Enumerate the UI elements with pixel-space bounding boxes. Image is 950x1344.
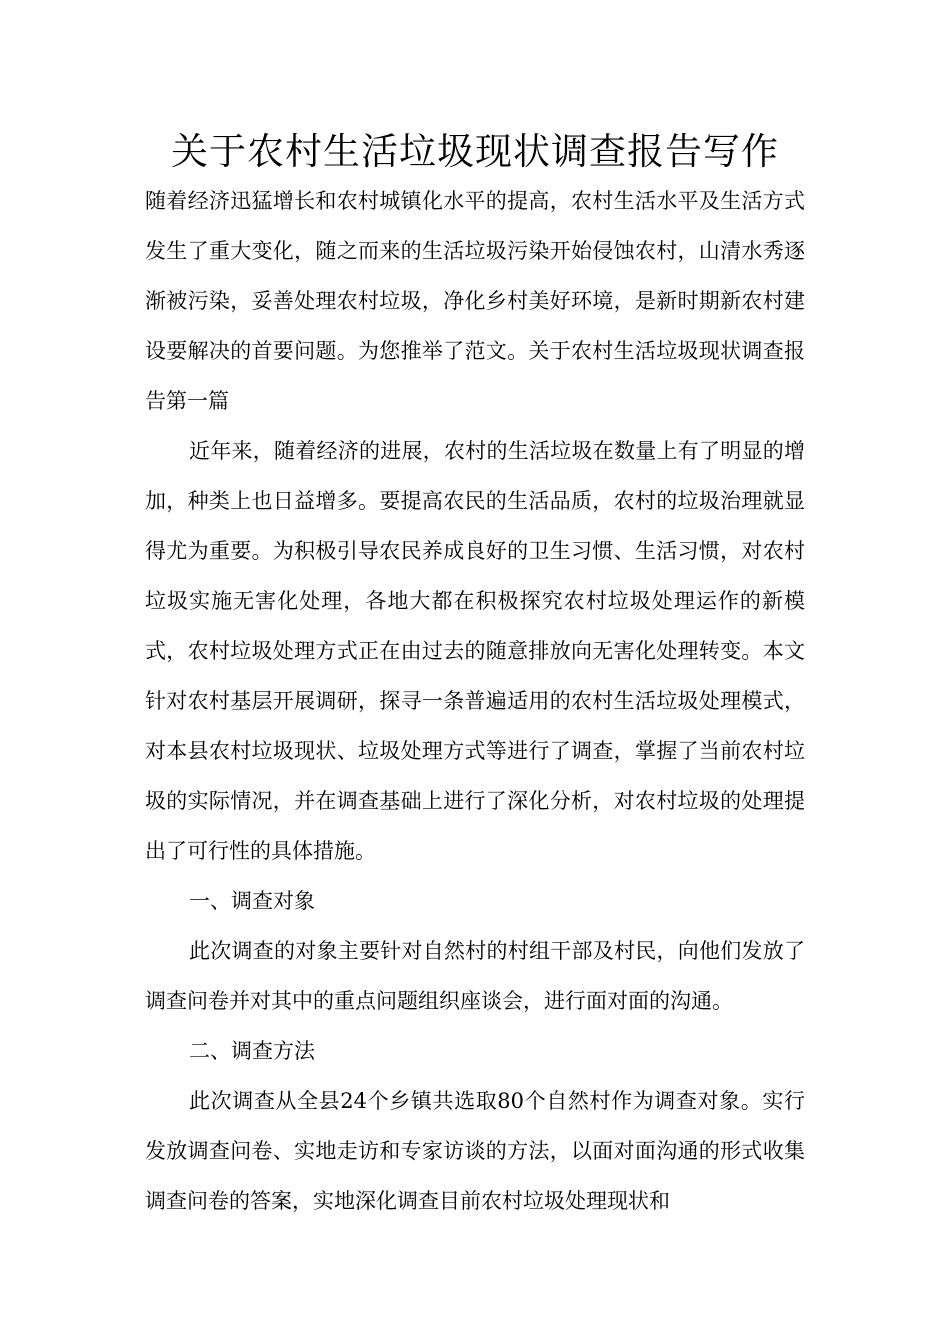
section-heading-survey-target: 一、调查对象: [189, 889, 315, 913]
background-paragraph: 近年来，随着经济的进展，农村的生活垃圾在数量上有了明显的增加，种类上也日益增多。要提高农民的生活品质，农村的垃圾治理就显得尤为重要。为积极引导农民养成良好的卫生习惯、生活习惯，对农村垃圾实施无害化处理，各地大都在积极探究农村垃圾处理运作的新模式，农村垃圾处理方式正在由过去的随意排放向无害化处理转变。本文针对农村基层开展调研，探寻一条普遍适用的农村生活垃圾处理模式，对本县农村垃圾现状、垃圾处理方式等进行了调查，掌握了当前农村垃圾的实际情况，并在调查基础上进行了深化分析，对农村垃圾的处理提出了可行性的具体措施。: [145, 439, 805, 863]
survey-method-paragraph: 此次调查从全县24个乡镇共选取80个自然村作为调查对象。实行发放调查问卷、实地走访和专家访谈的方法，以面对面沟通的形式收集调查问卷的答案，实地深化调查目前农村垃圾处理现状和: [145, 1089, 805, 1213]
document-body: [145, 176, 805, 1226]
survey-target-paragraph: 此次调查的对象主要针对自然村的村组干部及村民，向他们发放了调查问卷并对其中的重点问题组织座谈会，进行面对面的沟通。: [145, 939, 805, 1013]
section-heading-survey-method: 二、调查方法: [189, 1039, 315, 1063]
intro-paragraph: 随着经济迅猛增长和农村城镇化水平的提高，农村生活水平及生活方式发生了重大变化，随之而来的生活垃圾污染开始侵蚀农村，山清水秀逐渐被污染，妥善处理农村垃圾，净化乡村美好环境，是新时期新农村建设要解决的首要问题。为您推举了范文。关于农村生活垃圾现状调查报告第一篇: [145, 189, 805, 413]
document-title: 关于农村生活垃圾现状调查报告写作: [171, 130, 779, 173]
